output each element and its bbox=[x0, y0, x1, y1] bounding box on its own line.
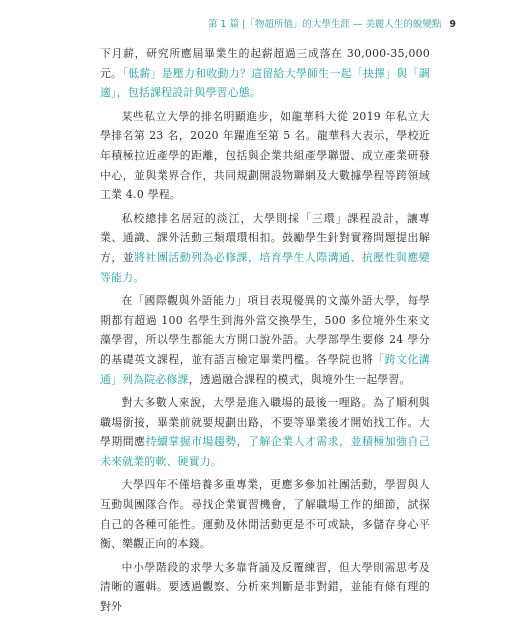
page-number: 9 bbox=[449, 19, 456, 30]
text-run: 私校總排名居冠的淡江，大學則採「三環」課程設計，讓專業、通識、課外活動三類環環相扣。鼓勵學生針對實務問題提出解方，並 bbox=[100, 211, 430, 264]
text-run: 在「國際觀與外語能力」項目表現優異的文藻外語大學，每學期都有超過 100 名學生到海外當交換學生，500 多位境外生來文藻學習，所以學生都能大方開口說外語。大學部學生要修 24 學分的基礎英文課程，並有語言檢定畢業門檻。各學院也將 bbox=[100, 294, 430, 366]
paragraph bbox=[100, 209, 430, 287]
body-text bbox=[100, 44, 430, 621]
highlighted-text: 「低薪」是壓力和收動力？這留給大學師生一起「抉擇」與「調適」，包括課程設計與學習心態。 bbox=[100, 66, 430, 100]
paragraph bbox=[100, 558, 430, 617]
running-header bbox=[208, 16, 456, 30]
paragraph bbox=[100, 291, 430, 389]
paragraph bbox=[100, 393, 430, 471]
paragraph bbox=[100, 475, 430, 553]
text-run: 中小學階段的求學大多靠背誦及反覆練習，但大學則需思考及清晰的邏輯。要透過觀察、分析來判斷是非對錯，並能有條有理的對外 bbox=[100, 560, 430, 614]
highlighted-text: 持續掌握市場趨勢，了解企業人才需求，並積極加強自己未來就業的軟、硬實力。 bbox=[100, 435, 430, 468]
text-run: 大學四年不僅培養多重專業，更應多參加社團活動，學習與人互動與團隊合作。尋找企業實習機會，了解職場工作的細節，試探自己的各種可能性。運動及休閒活動更是不可或缺，多儲存身心平衡、樂觀正向的本錢。 bbox=[100, 478, 430, 551]
highlighted-text: 「跨文化溝通」列為院必修課 bbox=[100, 352, 430, 386]
paragraph bbox=[100, 107, 430, 205]
paragraph bbox=[100, 44, 430, 103]
highlighted-text: 將社團活動列為必修課，培育學生人際溝通、抗壓性與應變等能力。 bbox=[100, 250, 430, 284]
text-run: ，透過融合課程的模式，與境外生一起學習。 bbox=[188, 372, 411, 386]
running-title: 第 1 篇 |「物超所值」的大學生涯 — 美麗人生的蛻變點 bbox=[208, 19, 442, 30]
text-run: 對大多數人來說，大學是進入職場的最後一哩路。為了順利與職場銜接，畢業前就要規劃出路，不要等畢業後才開始找工作。大學期間應 bbox=[100, 396, 430, 449]
text-run: 下月薪，研究所應屆畢業生的起薪超過三成落在 30,000-35,000 元。 bbox=[100, 47, 430, 80]
text-run: 某些私立大學的排名明顯進步，如龍華科大從 2019 年私立大學排名第 23 名，2020 年躍進至第 5 名。龍華科大表示，學校近年積極拉近產學的距離，包括與企業共組產學聯盟、成立產業研發中心，並與業界合作，共同規劃開設物聯網及大數據學程等跨領域工業 4.0 學程。 bbox=[100, 109, 430, 202]
